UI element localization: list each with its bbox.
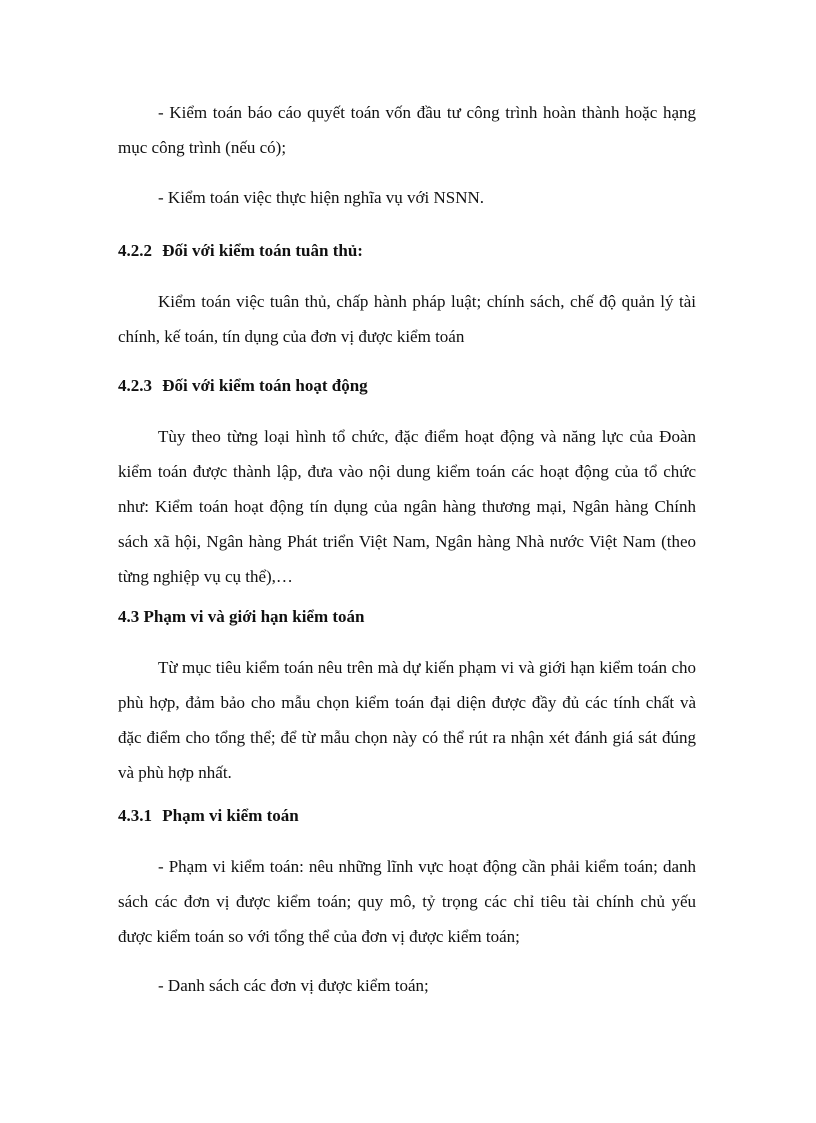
paragraph-4: Tùy theo từng loại hình tổ chức, đặc điểm hoạt động và năng lực của Đoàn kiểm toán được thành lập, đưa vào nội dung kiểm toán các hoạt động của tổ chức như: Kiểm toán hoạt động tín dụng của ngân hàng thương mại, Ngân hàng Chính sách xã hội, Ngân hàng Phát triển Việt Nam, Ngân hàng Nhà nước Việt Nam (theo từng nghiệp vụ cụ thể),… <box>118 427 696 586</box>
paragraph-7: - Danh sách các đơn vị được kiểm toán; <box>158 976 429 995</box>
paragraph-5: Từ mục tiêu kiểm toán nêu trên mà dự kiến phạm vi và giới hạn kiểm toán cho phù hợp, đảm bảo cho mẫu chọn kiểm toán đại diện được đầy đủ các tính chất và đặc điểm cho tổng thể; để từ mẫu chọn này có thể rút ra nhận xét đánh giá sát đúng và phù hợp nhất. <box>118 658 696 782</box>
heading-number: 4.2.2 <box>118 241 152 260</box>
heading-title: Phạm vi kiểm toán <box>162 806 299 825</box>
paragraph-2: - Kiểm toán việc thực hiện nghĩa vụ với NSNN. <box>158 188 485 207</box>
heading-number: 4.3.1 <box>118 806 152 825</box>
heading-4-2-3 <box>118 375 696 397</box>
paragraph-6: - Phạm vi kiểm toán: nêu những lĩnh vực hoạt động cần phải kiểm toán; danh sách các đơn vị được kiểm toán; quy mô, tỷ trọng các chỉ tiêu tài chính chủ yếu được kiểm toán so với tổng thể của đơn vị được kiểm toán; <box>118 857 696 946</box>
heading-title: Đối với kiểm toán hoạt động <box>162 376 368 395</box>
heading-4-3 <box>118 606 696 628</box>
paragraph-1: - Kiểm toán báo cáo quyết toán vốn đầu tư công trình hoàn thành hoặc hạng mục công trình (nếu có); <box>118 103 696 157</box>
paragraph-3: Kiểm toán việc tuân thủ, chấp hành pháp luật; chính sách, chế độ quản lý tài chính, kế toán, tín dụng của đơn vị được kiểm toán <box>118 292 696 346</box>
heading-4-2-2 <box>118 240 696 262</box>
heading-title: Đối với kiểm toán tuân thủ: <box>162 241 363 260</box>
heading-number: 4.2.3 <box>118 376 152 395</box>
heading-title: 4.3 Phạm vi và giới hạn kiểm toán <box>118 607 365 626</box>
heading-4-3-1 <box>118 805 696 827</box>
